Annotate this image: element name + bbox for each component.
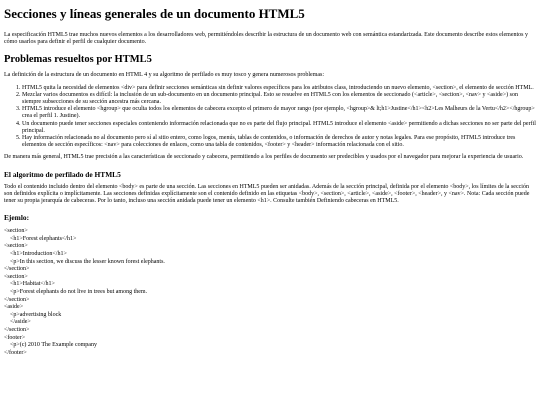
intro-paragraph: La especificación HTML5 trae muchos nuevos elementos a los desarrolladores web, permitiéndoles describir la estructura de un documento web con semántica estandarizada. Este documento describe estos elementos y cómo usarlos para definir el perfil de cualquier documento. [4, 32, 528, 46]
problems-closing: De manera más general, HTML5 trae precisión a las características de seccionado y cabecera, permitiendo a los perfiles de documento ser predecibles y usados por el navegador para mejorar la experiencia de usuario. [4, 154, 524, 161]
list-item: 5. Hay información relacionada no al documento pero sí al sitio entero, como logos, menús, tablas de contenidos, o información de derechos de autor y notas legales. Para ese propósito, HTML5 introduce tres elementos de sección específicos: <nav> para colecciones de enlaces, como una tabla de contenidos, <footer> y <header> información relacionada con el sitio. [22, 135, 536, 149]
list-item: 2. Mezclar varios documentos es difícil: la inclusión de un sub-documento en un documento principal. Esto se resuelve en HTML5 con los elementos de seccionado (<article>, <section>, <nav> y <aside>) son siempre subsecciones de su sección ancestra más cercana. [22, 92, 536, 106]
list-item: 4. Un documento puede tener secciones especiales conteniendo información relacionada que no es parte del flujo principal. HTML5 introduce el elemento <aside> permitiendo a dichas secciones no ser parte del perfil principal. [22, 121, 536, 135]
list-item: 1. HTML5 quita la necesidad de elementos <div> para definir secciones semánticas sin definir valores específicos para los atributos class, introduciendo un nuevo elemento, <section>, el elemento de sección HTML. [22, 85, 536, 92]
problems-list [4, 85, 536, 150]
problems-lead: La definición de la estructura de un documento en HTML 4 y su algoritmo de perfilado es muy tosco y genera numerosos problemas: [4, 72, 325, 79]
algorithm-paragraph: Todo el contenido incluido dentro del elemento <body> es parte de una sección. Las secciones en HTML5 pueden ser anidadas. Además de la sección principal, definida por el elemento <body>, los límites de la sección son definidos explícita o implícitamente. Las secciones definidas explícitamente son el contenido definido en las etiquetas <body>, <section>, <article>, <aside>, <footer>, <header>, y <nav>. Nota: Cada sección puede tener su propia jerarquía de cabeceras. Por lo tanto, incluso una sección anidada puede tener un elemento <h1>. Consulte también Definiendo cabeceras en HTML5. [4, 183, 530, 205]
page-title: Secciones y líneas generales de un documento HTML5 [4, 6, 305, 21]
algorithm-heading: El algoritmo de perfilado de HTML5 [4, 169, 121, 179]
list-item: 3. HTML5 introduce el elemento <hgroup> que oculta todos los elementos de cabecera excepto el primero de mayor rango (por ejemplo, <hgroup>& lt;h1>Justine</h1><h2>Les Malheurs de la Vertu</h2></hgroup> crea el perfil 1. Justine). [22, 106, 536, 120]
example-code-block: <section> <h1>Forest elephants</h1> <section> <h1>Introduction</h1> <p>In this section, we discuss the lesser known forest elephants. </section> <section> <h1>Habitat</h1> <p>Forest elephants do not live in trees but among them. </section> <aside> <p>advertising block </aside> </section> <footer> <p>(c) 2010 The Example company </footer> [4, 228, 165, 356]
example-heading: Ejemlo: [4, 213, 30, 223]
problems-heading: Problemas resueltos por HTML5 [4, 54, 152, 66]
